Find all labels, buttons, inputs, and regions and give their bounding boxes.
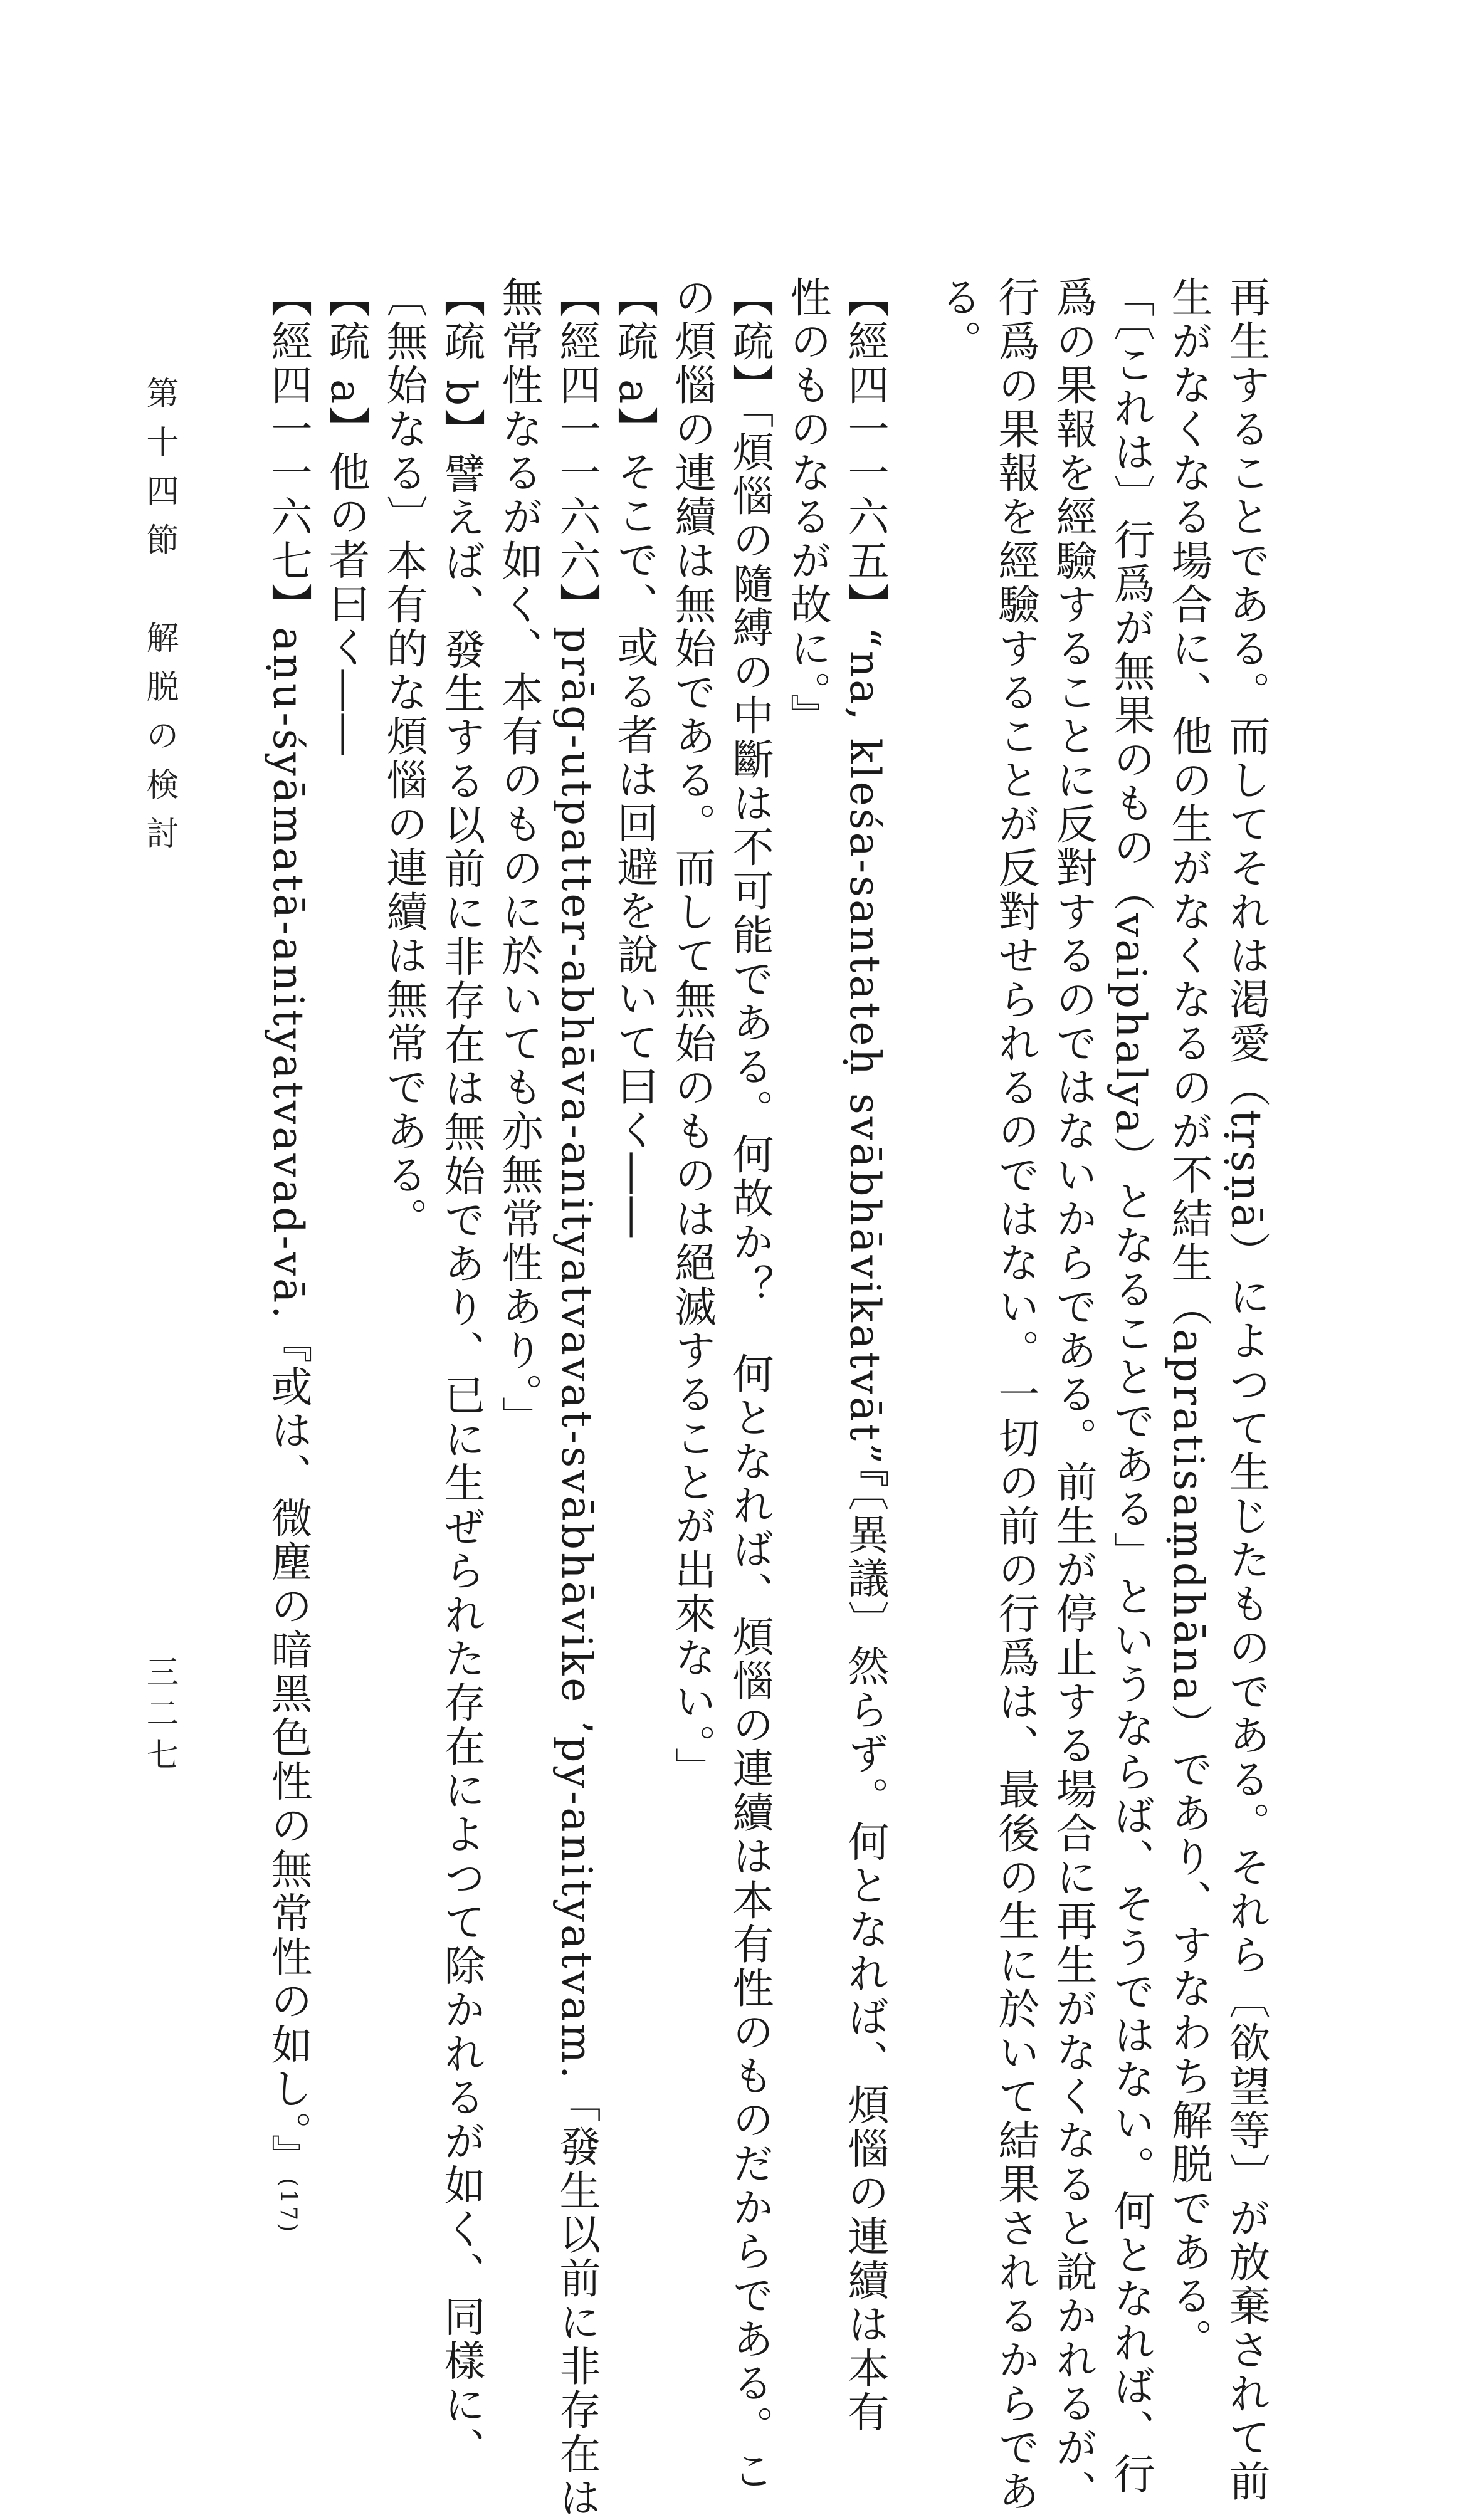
footnote-mark: (17) [275,2178,301,2235]
text-line-4: 爲の果報を經驗することに反對するのではないからである。前生が停止する場合に再生がなくなると說かれるが、 [1049,276,1097,2514]
text-line-15: 〔無始なる〕本有的な煩惱の連續は無常である。 [379,276,428,1241]
commentary-b-line: 【疏 b】譬えば、發生する以前に非存在は無始であり、已に生ぜられた存在によつて除かれるが如く、同樣に、 [437,276,485,2471]
sutra-line-167 [263,276,312,2235]
text-line-6: る。 [933,276,982,364]
sutra-line-166: 【經四一一六六】prāg-utpatter-abhāva-anityatvavat-svābhāvike ’py-anityatvam.「發生以前に非存在は [552,276,601,2520]
text-line-5: 行爲の果報を經驗することが反對せられるのではない。一切の前の行爲は、最後の生に於いて結果されるからであ [991,276,1039,2514]
text-line-13: 無常性なるが如く、本有のものに於いても亦無常性あり。」 [495,276,543,1440]
sutra-line-165: 【經四一一六五】“na, kleśa-santateḥ svābhāvikatvāt”『〔異議〕然らず。何となれば、煩惱の連續は本有 [841,276,889,2435]
commentary-line-1: 【疏】「煩惱の隨縛の中斷は不可能である。何故か？ 何となれば、煩惱の連續は本有性のものだからである。こ [725,276,774,2493]
page-number: 三二七 [140,1655,178,1779]
text-line-8: 性のものなるが故に。』 [783,276,831,738]
running-head: 第十四節 解脱の検討 [140,376,178,865]
text-line-1: 再生することである。而してそれは渇愛（tṛṣṇā）によつて生じたものである。それら〔欲望等〕が放棄されて前 [1222,276,1270,2504]
sutra-line-167-text: 【經四一一六七】aṇu-śyāmatā-anityatvavad-vā.『或は、微塵の暗黑色性の無常性の如し。』 [264,276,312,2178]
text-line-2: 生がなくなる場合に、他の生がなくなるのが不結生（apratisaṃdhāna）であり、すなわち解脱である。 [1164,276,1212,2362]
commentary-line-2: の煩惱の連續は無始である。而して無始のものは絕滅することが出來ない。」 [668,276,716,1791]
text-line-3: 「〔これは〕行爲が無果のもの（vaiphalya）となることである」というならば、そうではない。何となれば、行 [1107,276,1155,2497]
commentary-a-line-2: 【疏 a】他の者曰く―― [322,276,370,758]
commentary-a-line: 【疏 a】そこで、或る者は回避を說いて曰く―― [610,276,658,1241]
